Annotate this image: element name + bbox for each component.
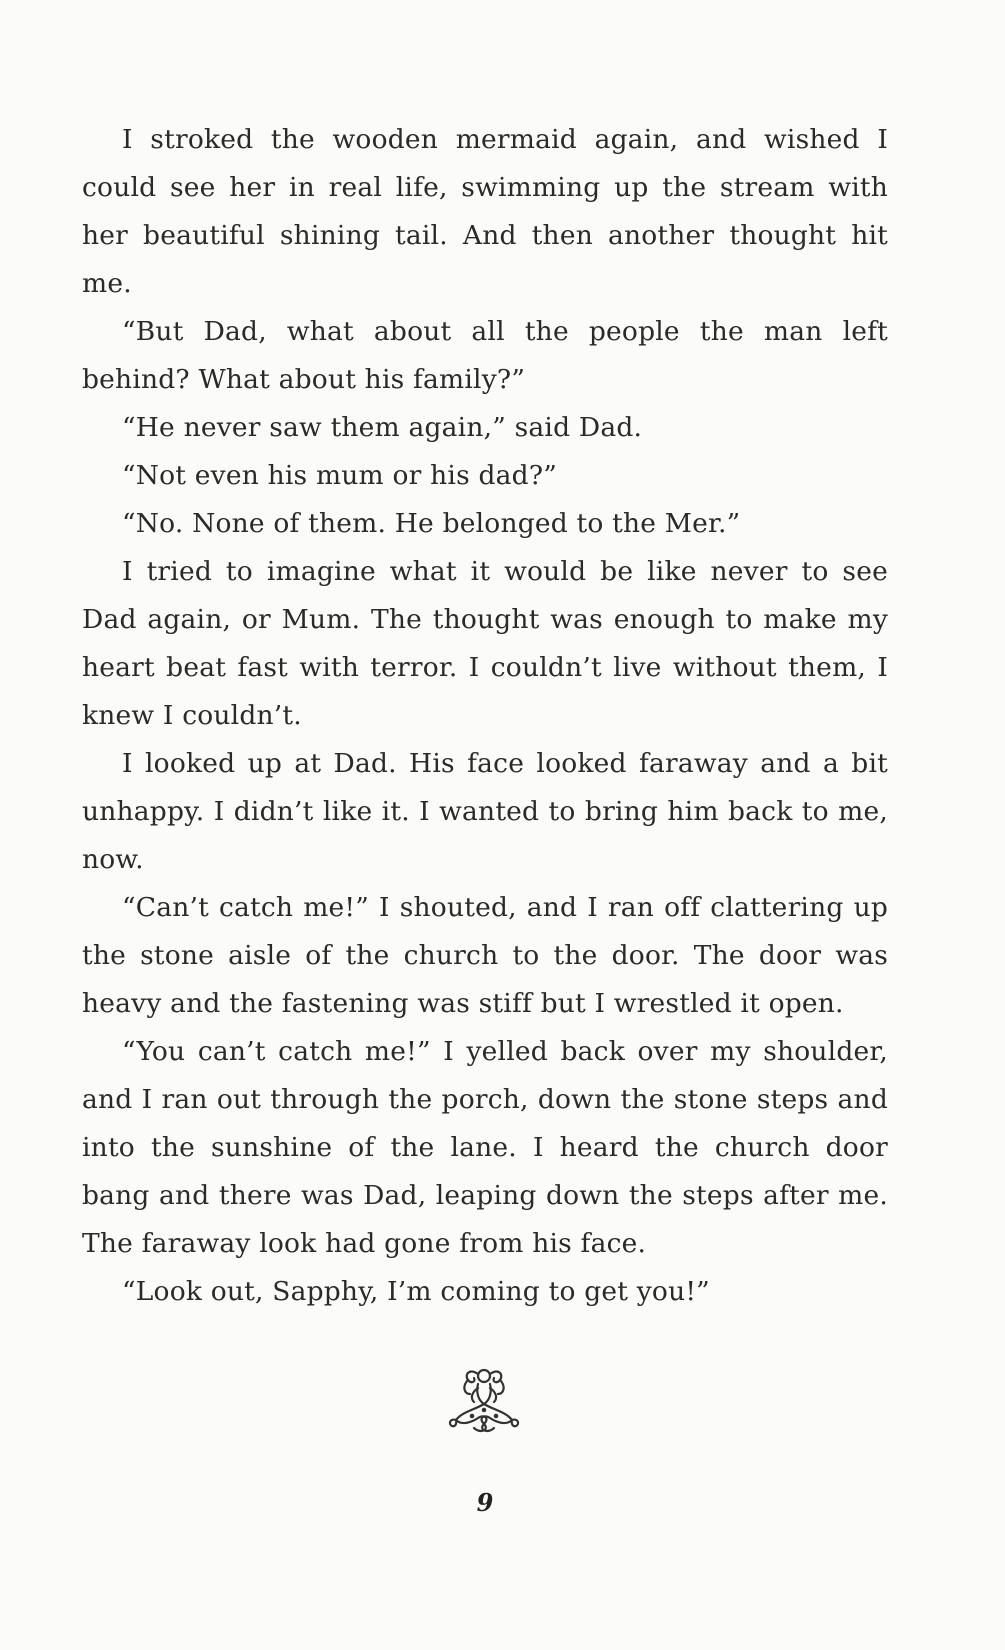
paragraph-3: “He never saw them again,” said Dad. — [122, 412, 643, 443]
paragraph-10: “Look out, Sapphy, I’m coming to get you!” — [122, 1276, 710, 1307]
body-text — [82, 116, 888, 1316]
paragraph-8: “Can’t catch me!” I shouted, and I ran off clattering up the stone aisle of the church to the door. The door was heavy and the fastening was stiff but I wrestled it open. — [82, 892, 888, 1019]
paragraph-7: I looked up at Dad. His face looked faraway and a bit unhappy. I didn’t like it. I wanted to bring him back to me, now. — [82, 748, 888, 875]
paragraph-9: “You can’t catch me!” I yelled back over my shoulder, and I ran out through the porch, down the stone steps and into the sunshine of the lane. I heard the church door bang and there was Dad, leaping down the steps after me. The faraway look had gone from his face. — [82, 1036, 888, 1259]
page-number: 9 — [476, 1488, 494, 1517]
mermaid-knot-ornament-icon — [444, 1360, 524, 1440]
paragraph-5: “No. None of them. He belonged to the Mer.” — [122, 508, 741, 539]
paragraph-4: “Not even his mum or his dad?” — [122, 460, 557, 491]
paragraph-6: I tried to imagine what it would be like never to see Dad again, or Mum. The thought was enough to make my heart beat fast with terror. I couldn’t live without them, I knew I couldn’t. — [82, 556, 888, 731]
paragraph-1: I stroked the wooden mermaid again, and wished I could see her in real life, swimming up the stream with her beautiful shining tail. And then another thought hit me. — [82, 124, 888, 299]
paragraph-2: “But Dad, what about all the people the man left behind? What about his family?” — [82, 316, 888, 395]
